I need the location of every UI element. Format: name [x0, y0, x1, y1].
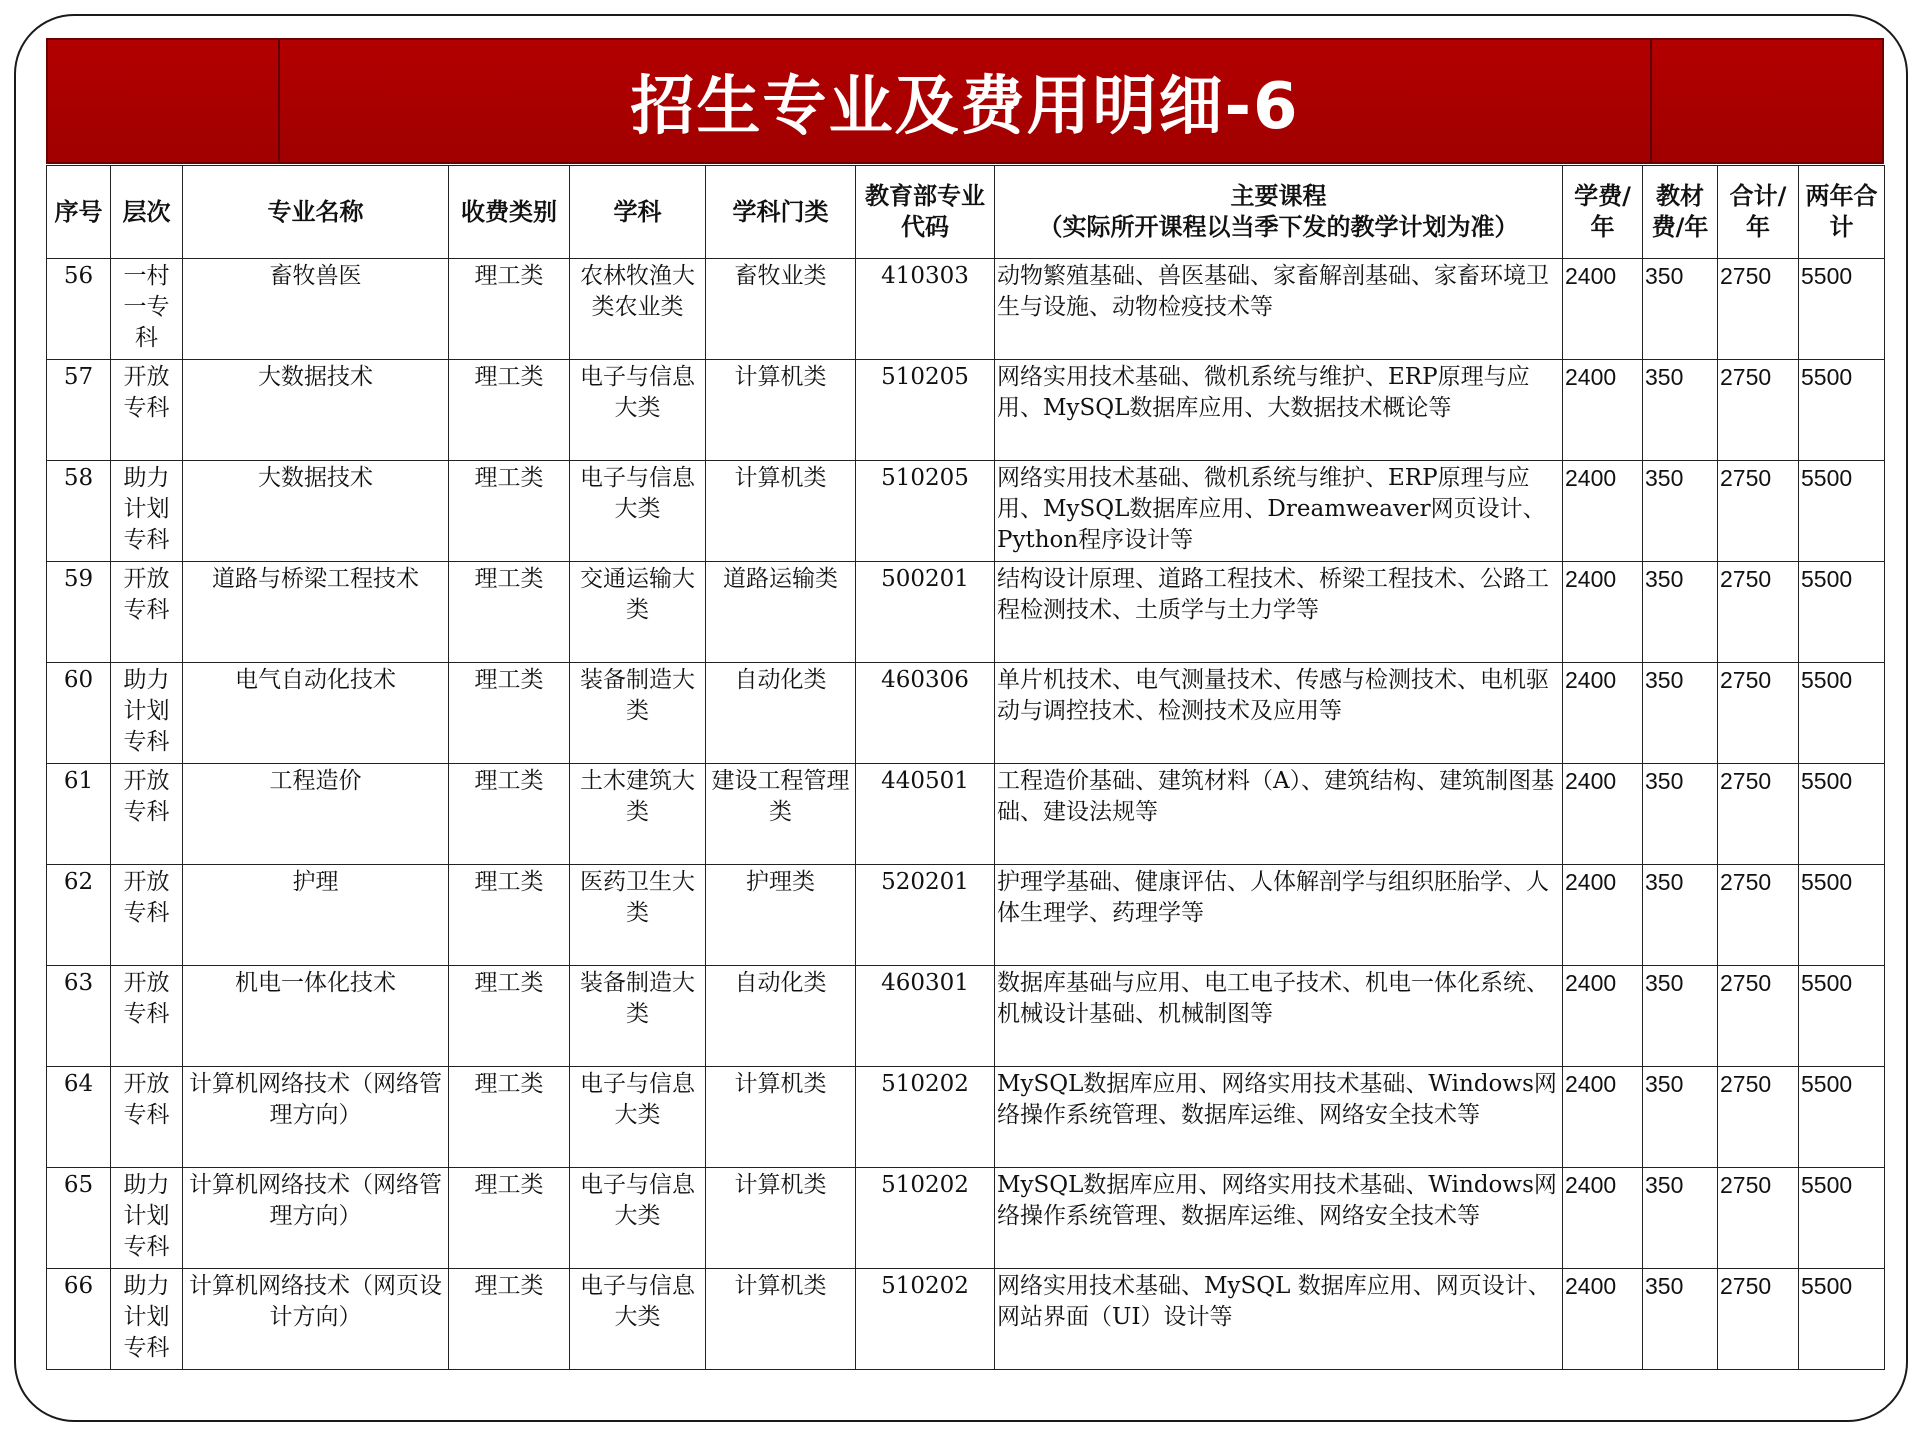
cell-tuition: 2400 — [1563, 764, 1643, 865]
cell-total: 2750 — [1718, 1168, 1799, 1269]
cell-textbook: 350 — [1643, 1269, 1718, 1370]
cell-discipline: 装备制造大类 — [570, 663, 706, 764]
table-row — [47, 966, 1885, 1067]
cell-major: 大数据技术 — [183, 360, 449, 461]
cell-courses: 动物繁殖基础、兽医基础、家畜解剖基础、家畜环境卫生与设施、动物检疫技术等 — [995, 259, 1563, 360]
cell-courses: MySQL数据库应用、网络实用技术基础、Windows网络操作系统管理、数据库运维、网络安全技术等 — [995, 1067, 1563, 1168]
cell-fee-category: 理工类 — [449, 865, 570, 966]
cell-two-year: 5500 — [1799, 1269, 1885, 1370]
cell-fee-category: 理工类 — [449, 966, 570, 1067]
cell-seq: 57 — [47, 360, 111, 461]
table-row — [47, 663, 1885, 764]
cell-courses: 数据库基础与应用、电工电子技术、机电一体化系统、机械设计基础、机械制图等 — [995, 966, 1563, 1067]
cell-code: 500201 — [856, 562, 995, 663]
cell-code: 520201 — [856, 865, 995, 966]
table-row — [47, 764, 1885, 865]
header-fee-category: 收费类别 — [449, 166, 570, 259]
cell-total: 2750 — [1718, 461, 1799, 562]
cell-total: 2750 — [1718, 663, 1799, 764]
cell-level: 开放专科 — [111, 764, 183, 865]
cell-major: 护理 — [183, 865, 449, 966]
cell-seq: 58 — [47, 461, 111, 562]
header-courses-title: 主要课程 — [1230, 182, 1327, 210]
cell-code: 510202 — [856, 1067, 995, 1168]
cell-level: 开放专科 — [111, 360, 183, 461]
cell-discipline-group: 畜牧业类 — [706, 259, 856, 360]
cell-major: 计算机网络技术（网络管理方向） — [183, 1168, 449, 1269]
cell-discipline: 电子与信息大类 — [570, 1269, 706, 1370]
cell-code: 460306 — [856, 663, 995, 764]
cell-textbook: 350 — [1643, 764, 1718, 865]
table-row — [47, 562, 1885, 663]
cell-tuition: 2400 — [1563, 360, 1643, 461]
cell-major: 计算机网络技术（网页设计方向） — [183, 1269, 449, 1370]
table-row — [47, 865, 1885, 966]
cell-fee-category: 理工类 — [449, 1067, 570, 1168]
cell-major: 机电一体化技术 — [183, 966, 449, 1067]
cell-two-year: 5500 — [1799, 360, 1885, 461]
cell-code: 460301 — [856, 966, 995, 1067]
cell-level: 助力计划专科 — [111, 1168, 183, 1269]
cell-tuition: 2400 — [1563, 865, 1643, 966]
cell-total: 2750 — [1718, 259, 1799, 360]
cell-seq: 61 — [47, 764, 111, 865]
table-row — [47, 1269, 1885, 1370]
header-textbook: 教材费/年 — [1643, 166, 1718, 259]
cell-total: 2750 — [1718, 562, 1799, 663]
cell-code: 510205 — [856, 461, 995, 562]
cell-code: 440501 — [856, 764, 995, 865]
cell-fee-category: 理工类 — [449, 663, 570, 764]
cell-courses: 网络实用技术基础、微机系统与维护、ERP原理与应用、MySQL数据库应用、大数据技术概论等 — [995, 360, 1563, 461]
cell-level: 一村一专科 — [111, 259, 183, 360]
cell-discipline-group: 计算机类 — [706, 1067, 856, 1168]
cell-two-year: 5500 — [1799, 865, 1885, 966]
cell-discipline: 农林牧渔大类农业类 — [570, 259, 706, 360]
cell-discipline-group: 建设工程管理类 — [706, 764, 856, 865]
table-row — [47, 1168, 1885, 1269]
title-banner — [46, 38, 1884, 164]
cell-total: 2750 — [1718, 1269, 1799, 1370]
header-discipline-group: 学科门类 — [706, 166, 856, 259]
cell-discipline: 电子与信息大类 — [570, 1067, 706, 1168]
cell-tuition: 2400 — [1563, 1168, 1643, 1269]
cell-major: 畜牧兽医 — [183, 259, 449, 360]
cell-level: 开放专科 — [111, 562, 183, 663]
cell-seq: 59 — [47, 562, 111, 663]
cell-two-year: 5500 — [1799, 461, 1885, 562]
cell-code: 510202 — [856, 1269, 995, 1370]
header-discipline: 学科 — [570, 166, 706, 259]
cell-discipline-group: 计算机类 — [706, 1168, 856, 1269]
cell-two-year: 5500 — [1799, 663, 1885, 764]
cell-major: 电气自动化技术 — [183, 663, 449, 764]
cell-fee-category: 理工类 — [449, 461, 570, 562]
cell-fee-category: 理工类 — [449, 1269, 570, 1370]
cell-two-year: 5500 — [1799, 1168, 1885, 1269]
cell-two-year: 5500 — [1799, 562, 1885, 663]
cell-textbook: 350 — [1643, 461, 1718, 562]
cell-tuition: 2400 — [1563, 1269, 1643, 1370]
header-tuition: 学费/年 — [1563, 166, 1643, 259]
cell-level: 助力计划专科 — [111, 663, 183, 764]
header-courses-note: （实际所开课程以当季下发的教学计划为准） — [1038, 213, 1519, 241]
cell-level: 助力计划专科 — [111, 461, 183, 562]
cell-two-year: 5500 — [1799, 259, 1885, 360]
header-two-year: 两年合计 — [1799, 166, 1885, 259]
header-code: 教育部专业代码 — [856, 166, 995, 259]
cell-discipline: 土木建筑大类 — [570, 764, 706, 865]
table-row — [47, 461, 1885, 562]
cell-courses: MySQL数据库应用、网络实用技术基础、Windows网络操作系统管理、数据库运维、网络安全技术等 — [995, 1168, 1563, 1269]
fee-table — [46, 165, 1885, 1370]
cell-seq: 62 — [47, 865, 111, 966]
cell-code: 410303 — [856, 259, 995, 360]
cell-tuition: 2400 — [1563, 1067, 1643, 1168]
cell-discipline-group: 自动化类 — [706, 966, 856, 1067]
cell-total: 2750 — [1718, 966, 1799, 1067]
cell-code: 510205 — [856, 360, 995, 461]
cell-seq: 65 — [47, 1168, 111, 1269]
cell-textbook: 350 — [1643, 1168, 1718, 1269]
cell-seq: 64 — [47, 1067, 111, 1168]
cell-major: 计算机网络技术（网络管理方向） — [183, 1067, 449, 1168]
cell-discipline-group: 自动化类 — [706, 663, 856, 764]
cell-level: 开放专科 — [111, 865, 183, 966]
cell-discipline-group: 道路运输类 — [706, 562, 856, 663]
cell-textbook: 350 — [1643, 663, 1718, 764]
table-row — [47, 360, 1885, 461]
cell-textbook: 350 — [1643, 562, 1718, 663]
cell-code: 510202 — [856, 1168, 995, 1269]
cell-level: 开放专科 — [111, 1067, 183, 1168]
cell-textbook: 350 — [1643, 865, 1718, 966]
header-major: 专业名称 — [183, 166, 449, 259]
cell-two-year: 5500 — [1799, 764, 1885, 865]
cell-textbook: 350 — [1643, 259, 1718, 360]
cell-fee-category: 理工类 — [449, 1168, 570, 1269]
cell-tuition: 2400 — [1563, 461, 1643, 562]
cell-tuition: 2400 — [1563, 663, 1643, 764]
cell-seq: 66 — [47, 1269, 111, 1370]
header-seq: 序号 — [47, 166, 111, 259]
cell-tuition: 2400 — [1563, 259, 1643, 360]
cell-textbook: 350 — [1643, 966, 1718, 1067]
table-row — [47, 1067, 1885, 1168]
cell-total: 2750 — [1718, 764, 1799, 865]
cell-textbook: 350 — [1643, 360, 1718, 461]
cell-seq: 60 — [47, 663, 111, 764]
cell-courses: 结构设计原理、道路工程技术、桥梁工程技术、公路工程检测技术、土质学与土力学等 — [995, 562, 1563, 663]
cell-courses: 网络实用技术基础、微机系统与维护、ERP原理与应用、MySQL数据库应用、Dreamweaver网页设计、Python程序设计等 — [995, 461, 1563, 562]
cell-discipline-group: 护理类 — [706, 865, 856, 966]
cell-major: 工程造价 — [183, 764, 449, 865]
cell-two-year: 5500 — [1799, 966, 1885, 1067]
cell-total: 2750 — [1718, 865, 1799, 966]
cell-courses: 单片机技术、电气测量技术、传感与检测技术、电机驱动与调控技术、检测技术及应用等 — [995, 663, 1563, 764]
cell-level: 开放专科 — [111, 966, 183, 1067]
cell-discipline-group: 计算机类 — [706, 360, 856, 461]
cell-total: 2750 — [1718, 1067, 1799, 1168]
cell-fee-category: 理工类 — [449, 259, 570, 360]
page-title: 招生专业及费用明细-6 — [630, 70, 1300, 144]
cell-discipline: 医药卫生大类 — [570, 865, 706, 966]
table-row — [47, 259, 1885, 360]
cell-fee-category: 理工类 — [449, 360, 570, 461]
cell-fee-category: 理工类 — [449, 562, 570, 663]
cell-seq: 63 — [47, 966, 111, 1067]
cell-tuition: 2400 — [1563, 562, 1643, 663]
cell-textbook: 350 — [1643, 1067, 1718, 1168]
cell-discipline: 交通运输大类 — [570, 562, 706, 663]
cell-tuition: 2400 — [1563, 966, 1643, 1067]
cell-major: 道路与桥梁工程技术 — [183, 562, 449, 663]
cell-total: 2750 — [1718, 360, 1799, 461]
cell-discipline-group: 计算机类 — [706, 461, 856, 562]
cell-courses: 工程造价基础、建筑材料（A）、建筑结构、建筑制图基础、建设法规等 — [995, 764, 1563, 865]
cell-discipline: 装备制造大类 — [570, 966, 706, 1067]
cell-fee-category: 理工类 — [449, 764, 570, 865]
header-courses — [995, 166, 1563, 259]
cell-two-year: 5500 — [1799, 1067, 1885, 1168]
cell-discipline: 电子与信息大类 — [570, 360, 706, 461]
cell-discipline: 电子与信息大类 — [570, 461, 706, 562]
cell-courses: 网络实用技术基础、MySQL 数据库应用、网页设计、网站界面（UI）设计等 — [995, 1269, 1563, 1370]
cell-discipline: 电子与信息大类 — [570, 1168, 706, 1269]
header-total: 合计/年 — [1718, 166, 1799, 259]
cell-discipline-group: 计算机类 — [706, 1269, 856, 1370]
cell-courses: 护理学基础、健康评估、人体解剖学与组织胚胎学、人体生理学、药理学等 — [995, 865, 1563, 966]
cell-major: 大数据技术 — [183, 461, 449, 562]
table-header-row — [47, 166, 1885, 259]
header-level: 层次 — [111, 166, 183, 259]
cell-seq: 56 — [47, 259, 111, 360]
cell-level: 助力计划专科 — [111, 1269, 183, 1370]
